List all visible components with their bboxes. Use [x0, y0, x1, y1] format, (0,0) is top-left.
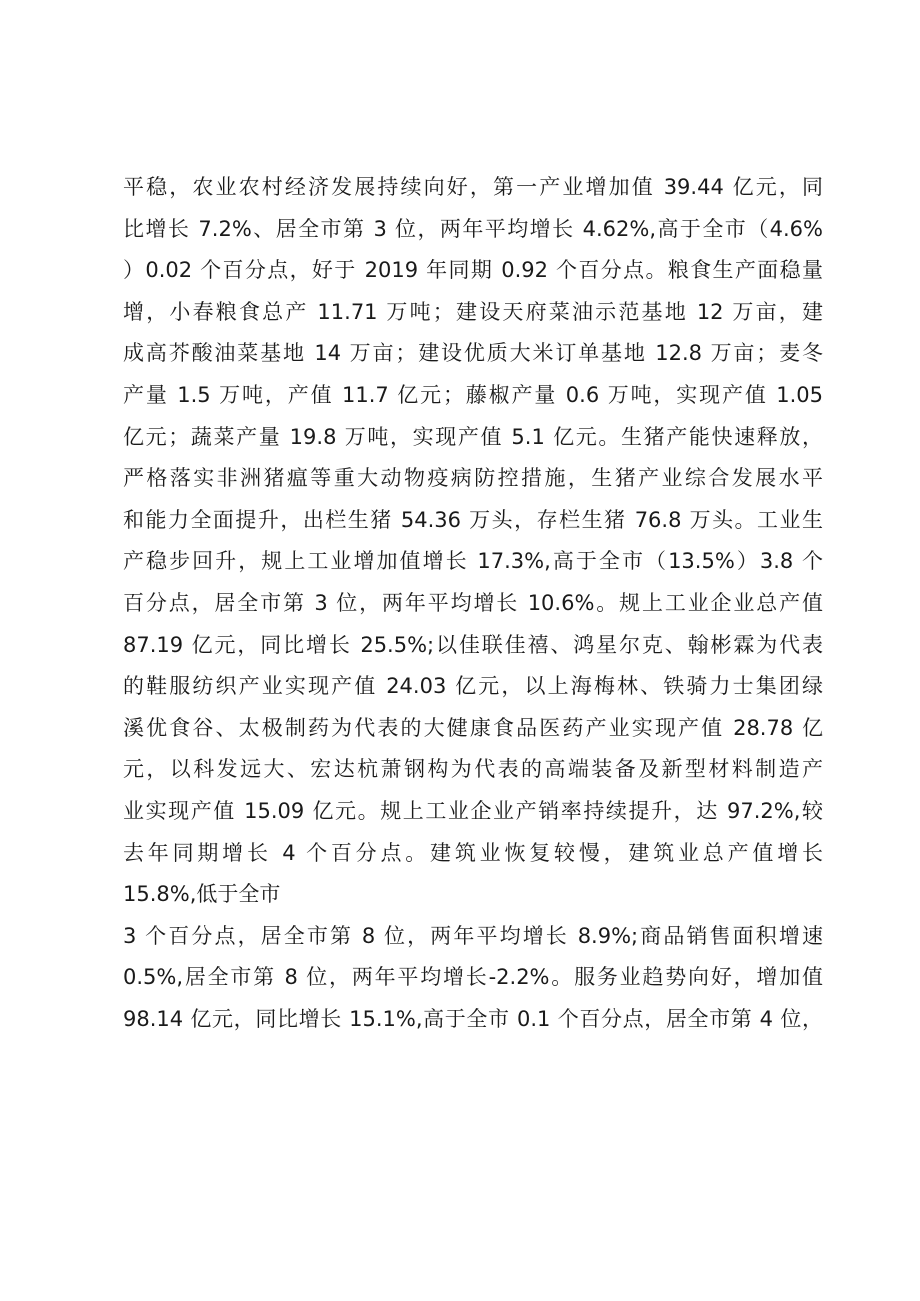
text-line: 98.14 亿元，同比增长 15.1%,高于全市 0.1 个百分点，居全市第 4 位，	[123, 1006, 823, 1031]
text-line: 产稳步回升，规上工业增加值增长 17.3%,高于全市（13.5%）3.8 个	[123, 549, 823, 574]
text-line: 15.8%,低于全市	[123, 882, 281, 907]
body-text	[123, 167, 823, 1040]
text-line: 元，以科发远大、宏达杭萧钢构为代表的高端装备及新型材料制造产	[123, 757, 823, 782]
text-line: ）0.02 个百分点，好于 2019 年同期 0.92 个百分点。粮食生产面稳量	[123, 258, 823, 283]
text-line: 0.5%,居全市第 8 位，两年平均增长-2.2%。服务业趋势向好，增加值	[123, 965, 823, 990]
text-line: 的鞋服纺织产业实现产值 24.03 亿元，以上海梅林、铁骑力士集团绿	[123, 674, 823, 699]
text-line: 平稳，农业农村经济发展持续向好，第一产业增加值 39.44 亿元，同	[123, 175, 823, 199]
text-line: 溪优食谷、太极制药为代表的大健康食品医药产业实现产值 28.78 亿	[123, 715, 823, 740]
text-line: 比增长 7.2%、居全市第 3 位，两年平均增长 4.62%,高于全市（4.6%	[123, 216, 823, 241]
text-line: 87.19 亿元，同比增长 25.5%;以佳联佳禧、鸿星尔克、翰彬霖为代表	[123, 632, 823, 657]
text-line: 3 个百分点，居全市第 8 位，两年平均增长 8.9%;商品销售面积增速	[123, 923, 823, 948]
text-line: 产量 1.5 万吨，产值 11.7 亿元；藤椒产量 0.6 万吨，实现产值 1.05	[123, 382, 823, 407]
text-line: 去年同期增长 4 个百分点。建筑业恢复较慢，建筑业总产值增长	[123, 840, 823, 865]
text-line: 严格落实非洲猪瘟等重大动物疫病防控措施，生猪产业综合发展水平	[123, 466, 823, 491]
text-line: 百分点，居全市第 3 位，两年平均增长 10.6%。规上工业企业总产值	[123, 590, 823, 615]
text-line: 成高芥酸油菜基地 14 万亩；建设优质大米订单基地 12.8 万亩；麦冬	[123, 341, 823, 366]
text-line: 亿元；蔬菜产量 19.8 万吨，实现产值 5.1 亿元。生猪产能快速释放，	[123, 424, 823, 449]
text-line: 业实现产值 15.09 亿元。规上工业企业产销率持续提升，达 97.2%,较	[123, 798, 823, 823]
text-line: 增，小春粮食总产 11.71 万吨；建设天府菜油示范基地 12 万亩，建	[123, 299, 823, 324]
text-line: 和能力全面提升，出栏生猪 54.36 万头，存栏生猪 76.8 万头。工业生	[123, 507, 823, 532]
